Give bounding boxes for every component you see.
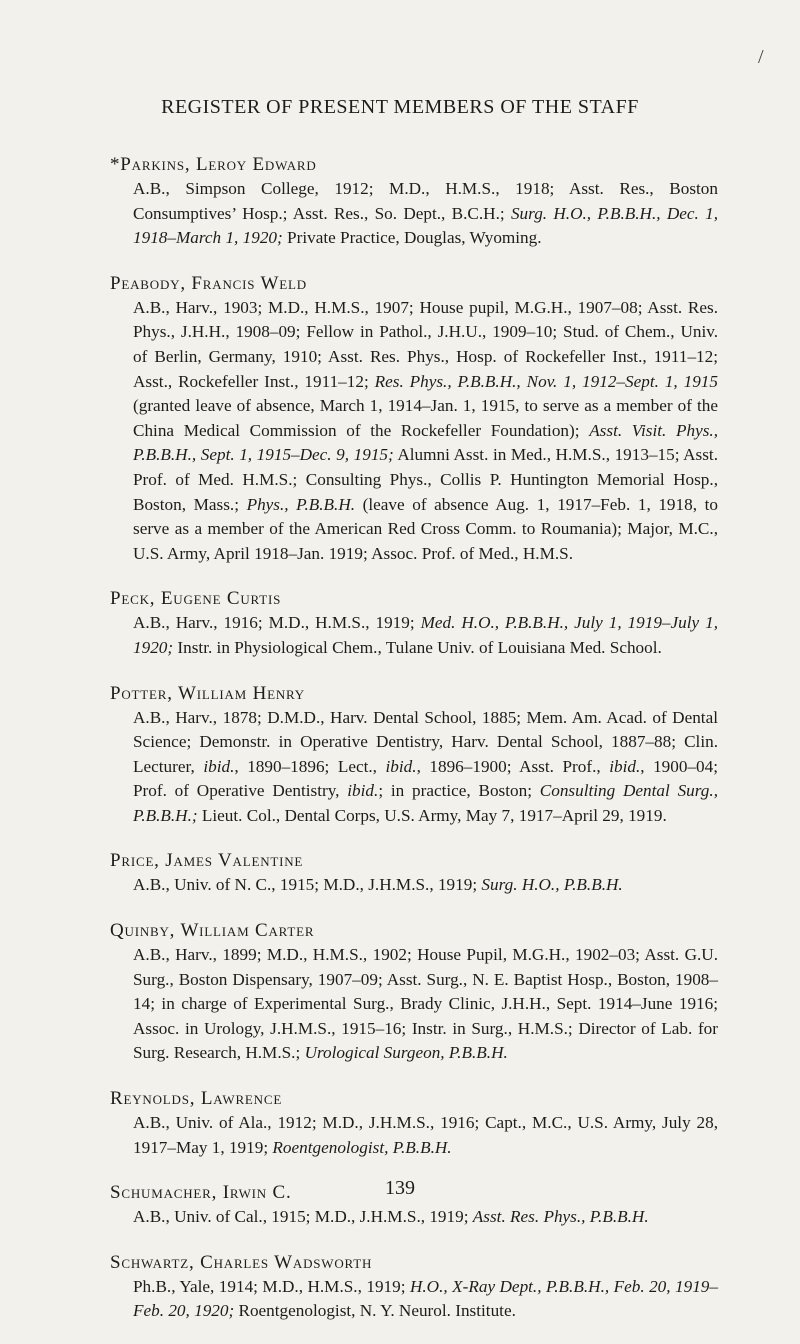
register-entry [110,1250,718,1324]
biography-text: A.B., Harv., 1903; M.D., H.M.S., 1907; House pupil, M.G.H., 1907–08; Asst. Res. Phys., J.H.H., 1908–09; Fellow in Pathol., J.H.U., 1909–10; Stud. of Chem., Univ. of Berlin, Germany, 1910; Asst. Res. Phys., Hosp. of Rockefeller Inst., 1911–12; Asst., Rockefeller Inst., 1911–12; [133,297,718,391]
entry-name: Schwartz, Charles Wadsworth [110,1251,373,1273]
page-number: 139 [385,1177,415,1199]
biography-text: , 1896–1900; Asst. Prof., [416,756,610,776]
entry-biography [133,177,718,251]
biography-text: A.B., Harv., 1878; D.M.D., Harv. Dental School, 1885; Mem. Am. Acad. of Dental Science; Demonstr. in Operative Dentistry, Harv. Dental School, 1887–88; Clin. Lecturer, [133,707,718,776]
entry-biography [133,611,718,660]
biography-text: ; in practice, Boston; [378,781,540,801]
position-italic-text: Asst. Res. Phys., P.B.B.H. [472,1207,649,1227]
position-italic-text: Urological Surgeon, P.B.B.H. [304,1043,508,1063]
register-entry [110,848,718,898]
biography-text: A.B., Univ. of Cal., 1915; M.D., J.H.M.S., 1919; [133,1207,473,1227]
entry-biography [133,706,718,829]
biography-text: A.B., Harv., 1899; M.D., H.M.S., 1902; House Pupil, M.G.H., 1902–03; Asst. G.U. Surg., Boston Dispensary, 1907–09; Asst. Surg., N. E. Baptist Hosp., Boston, 1908–14; in charge of Experimental Surg., Brady Clinic, J.H.H., Sept. 1914–June 1916; Assoc. in Urology, J.H.M.S., 1915–16; Instr. in Surg., H.M.S.; Director of Lab. for Surg. Research, H.M.S.; [133,945,718,1063]
register-entry [110,152,718,251]
biography-text: Roentgenologist, N. Y. Neurol. Institute. [234,1301,516,1321]
entry-name: Potter, William Henry [110,682,305,704]
corner-pencil-mark: / [758,46,764,68]
entry-name: Reynolds, Lawrence [110,1088,283,1110]
entry-name: Peabody, Francis Weld [110,272,307,294]
position-italic-text: Phys., P.B.B.H. [246,494,356,514]
biography-text: , 1890–1896; Lect., [234,756,386,776]
position-italic-text: ibid. [347,781,379,801]
entry-biography [133,1275,718,1324]
entry-biography [133,1111,718,1160]
entry-biography [133,1205,718,1230]
page-title: REGISTER OF PRESENT MEMBERS OF THE STAFF [161,96,639,118]
position-italic-text: Roentgenologist, P.B.B.H. [272,1137,452,1157]
position-italic-text: Surg. H.O., P.B.B.H., Dec. 1, 1918–March 1, 1920; [133,203,718,248]
entry-biography [133,296,718,567]
entry-name: Schumacher, Irwin C. [110,1182,292,1204]
biography-text: A.B., Harv., 1916; M.D., H.M.S., 1919; [133,613,421,633]
position-italic-text: Consulting Dental Surg., P.B.B.H.; [133,781,718,825]
biography-text: , 1900–04; Prof. of Operative Dentistry, [133,756,719,801]
entry-name: Price, James Valentine [110,850,304,872]
biography-text: Private Practice, Douglas, Wyoming. [282,228,542,248]
position-italic-text: Surg. H.O., P.B.B.H. [481,875,623,895]
entry-biography [133,873,718,898]
position-italic-text: Res. Phys., P.B.B.H., Nov. 1, 1912–Sept. 1, 1915 [374,371,718,391]
position-italic-text: ibid. [203,756,235,776]
biography-text: Instr. in Physiological Chem., Tulane Univ. of Louisiana Med. School. [173,637,662,657]
entry-name: Quinby, William Carter [110,920,315,942]
biography-text: Alumni Asst. in Med., H.M.S., 1913–15; Asst. Prof. of Med. H.M.S.; Consulting Phys., Collis P. Huntington Memorial Hosp., Boston, Mass.; [133,445,718,514]
register-entry [110,586,718,660]
biography-text: A.B., Simpson College, 1912; M.D., H.M.S., 1918; Asst. Res., Boston Consumptives’ Hosp.; Asst. Res., So. Dept., B.C.H.; [133,179,718,223]
position-italic-text: H.O., X-Ray Dept., P.B.B.H., Feb. 20, 1919–Feb. 20, 1920; [133,1276,718,1321]
register-entry [110,918,718,1066]
position-italic-text: ibid. [385,756,417,776]
entry-biography [133,943,718,1066]
biography-text: Lieut. Col., Dental Corps, U.S. Army, May 7, 1917–April 29, 1919. [197,805,667,825]
position-italic-text: Med. H.O., P.B.B.H., July 1, 1919–July 1, 1920; [133,613,718,657]
biography-text: Ph.B., Yale, 1914; M.D., H.M.S., 1919; [133,1276,410,1296]
entry-name: Peck, Eugene Curtis [110,588,282,610]
position-italic-text: Asst. Visit. Phys., P.B.B.H., Sept. 1, 1915–Dec. 9, 1915; [133,420,718,465]
biography-text: (granted leave of absence, March 1, 1914–Jan. 1, 1915, to serve as a member of the China Medical Commission of the Rockefeller Foundation); [133,396,718,440]
register-entry [110,271,718,567]
entry-name: *Parkins, Leroy Edward [110,154,317,175]
biography-text: (leave of absence Aug. 1, 1917–Feb. 1, 1918, to serve as a member of the American Red Cross Comm. to Roumania); Major, M.C., U.S. Army, April 1918–Jan. 1919; Assoc. Prof. of Med., H.M.S. [133,494,718,563]
register-entries [110,152,718,1344]
biography-text: A.B., Univ. of Ala., 1912; M.D., J.H.M.S., 1916; Capt., M.C., U.S. Army, July 28, 1917–May 1, 1919; [133,1113,718,1157]
register-entry [110,1086,718,1160]
register-entry [110,681,718,829]
biography-text: A.B., Univ. of N. C., 1915; M.D., J.H.M.S., 1919; [133,875,482,895]
position-italic-text: ibid. [609,756,641,776]
